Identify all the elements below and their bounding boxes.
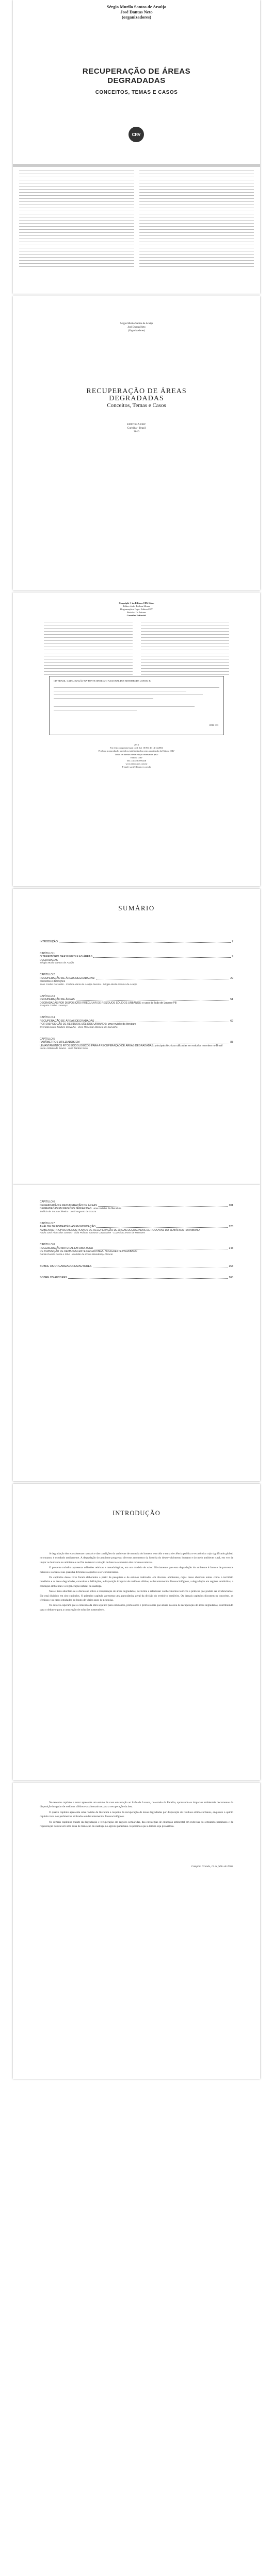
toc-entry-title: PARÂMETROS UTILIZADOS EM (40, 1041, 80, 1044)
toc-page-number: 7 (232, 940, 233, 943)
cover-title-line-1: RECUPERAÇÃO DE ÁREAS (82, 67, 191, 76)
introduction-body (40, 1552, 233, 1613)
title-page (13, 296, 260, 590)
toc-leader (98, 1206, 228, 1207)
toc-entry-title: ANÁLISE DE ESTRATÉGIAS EM EDUCAÇÃO (40, 1225, 95, 1228)
legal-line-2: Proibida a reprodução parcial ou total desta obra sem autorização da Editora CRV (98, 750, 175, 753)
title-page-organizers: (Organizadores) (128, 330, 145, 332)
toc-title: SUMÁRIO (118, 904, 155, 912)
toc-page-number: 165 (229, 1276, 233, 1279)
introduction-signoff: Campina Grande, 12 de julho de 2016. (191, 1865, 233, 1868)
title-page-title (13, 388, 260, 402)
toc-entry-continuation: LEVANTAMENTOS FITOSSOCIOLÓGICOS PARA A RECUPERAÇÃO DE ÁREAS DEGRADADAS: principais técnicas utilizadas em estudos recentes no Brasil (40, 1044, 223, 1047)
paragraph: Os capítulos desse livro foram elaborados a partir de pesquisas e de estudos realizados em diversos ambientes, cujos casos abordam temas como o território brasileiro e as áreas degradadas, conceitos e definições, a disposição irregular de resíduos sólidos, os levantamentos fitossociológicos, a degradação em regiões semiáridas, a educação ambiental e a regeneração natural da caatinga. (40, 1576, 233, 1588)
cover-authors (13, 4, 260, 20)
design-line: Diagramação e Capa: Editora CRV (120, 608, 153, 611)
title-page-title-line-2: DEGRADADAS (109, 395, 164, 402)
toc-entry[interactable] (40, 940, 233, 944)
paragraph: O presente trabalho apresenta reflexões teóricas e metodológicas, em um modelo de valor. Obviamente que essa degradação do ambiente é fruto e de processos naturais e sociais e nas quais há diferentes aspectos a ser considerados. (40, 1566, 233, 1574)
title-page-author-2: José Dantas Neto (127, 326, 146, 329)
introduction-body-continued (40, 1801, 233, 1829)
toc-chapter-label: CAPÍTULO 7 (40, 1222, 55, 1225)
toc-entry[interactable] (40, 1276, 233, 1280)
toc-entry[interactable] (40, 1265, 233, 1268)
paragraph: O quarto capítulo apresenta uma revisão da literatura a respeito da recuperação de áreas degradadas por disposição de resíduos sólidos urbanos, enquanto o quinto capítulo trata dos parâmetros utilizados em levantamentos fitossociológicos. (40, 1810, 233, 1819)
credits-board-left (44, 620, 133, 676)
toc-entry[interactable] (40, 952, 233, 965)
toc-entry[interactable] (40, 973, 233, 987)
credits-page (13, 592, 260, 886)
credits-legal-block (13, 743, 260, 769)
cover-page (13, 0, 260, 294)
toc-entry-authors: Everalda Maria Martins Carvalho · José Rosemar Marcelo de Carvalho (40, 1026, 118, 1029)
toc-leader (59, 942, 231, 943)
toc-page-number: 29 (230, 976, 233, 980)
toc-entry-authors: Tarlícia de Sousa Oliveira · José Augusto de Souza (40, 1210, 97, 1213)
toc-entry-continuation: DE TRANSIÇÃO DE REMANESCENTE DA CAATINGA, NO AGRESTE PARAIBANO (40, 1250, 137, 1253)
cover-subtitle: CONCEITOS, TEMAS E CASOS (95, 90, 178, 95)
toc-entry-authors: Joaquim Carlos Lourenço (40, 1005, 68, 1007)
paragraph: A degradação dos ecossistemas naturais e das condições do ambiente de moradia do homem tem sido o tema de ciência política e econômica cujo significado global, no entanto, é estudado tardiamente. A degradação do ambiente progresso diversos momentos da história do desenvolvimento humano e do meio ambiente rural, em vez de impor os humanos ao ambiente e ao fim de tentar a relação de busca e consumo dos recursos naturais. (40, 1552, 233, 1564)
toc-entry-authors: Lúcio Antônio de Sousa · José Dantas Neto (40, 1047, 88, 1050)
toc-entry-continuation: AMBIENTAL PROPOSTAS NOS PLANOS DE RECUPERAÇÃO DE ÁREAS DEGRADADAS DE RODOVIAS DO SEMIÁRIDO PARAIBANO (40, 1228, 200, 1232)
publisher-name: EDITORA CRV (127, 423, 146, 426)
cover-author-1: Sérgio Murilo Santos de Araújo (106, 4, 167, 9)
crv-logo: CRV (129, 127, 144, 142)
cover-author-2: José Dantas Neto (120, 9, 153, 14)
toc-entry[interactable] (40, 1222, 233, 1235)
cover-organizers-label: (organizadores) (122, 14, 151, 20)
toc-entry-continuation: DEGRADADAS POR DISPOSIÇÃO IRREGULAR DE RESÍDUOS SÓLIDOS URBANOS: o caso do lixão de Lucena-PB (40, 1001, 177, 1005)
editor-line: Editor-chefe: Railson Moura (123, 605, 150, 607)
paragraph: Os demais capítulos tratam da degradação e recuperação em regiões semiáridas, das estratégias de educação ambiental em rodovias do semiárido paraibano e da regeneração natural em uma zona de transição da caatinga no agreste paraibano. Esperamos que a leitura seja proveitosa. (40, 1820, 233, 1828)
introduction-page-continued (13, 1783, 260, 2079)
toc-entry-title: O TERRITÓRIO BRASILEIRO E AS ÁREAS (40, 955, 92, 958)
toc-entry-authors: Sérgio Murilo Santos de Araújo (40, 962, 74, 964)
toc-leader (76, 1000, 229, 1001)
toc-entry-authors: Paulo José Alves dos Santos · Lívia Poliana Santana Cavalcante · Luzenira Lemos de Menezes (40, 1232, 146, 1234)
cover-title (28, 67, 245, 86)
toc-entry[interactable] (40, 1038, 233, 1051)
publisher-city: Curitiba - Brasil (127, 427, 146, 430)
toc-page-number: 143 (229, 1246, 233, 1250)
toc-list-continued (40, 1200, 233, 1288)
paragraph: Os autores esperam que o conteúdo da obra seja útil para estudantes, professores e profissionais que atuam na área de recuperação de áreas degradadas, contribuindo para o debate e para a construção de soluções sustentáveis. (40, 1604, 233, 1612)
toc-entry-title: SOBRE OS ORGANIZADORES/AUTORES (40, 1264, 92, 1268)
toc-leader (93, 957, 231, 958)
toc-entry[interactable] (40, 1243, 233, 1257)
copyright-line: Copyright © da Editora CRV Ltda. (119, 602, 154, 604)
toc-chapter-label: CAPÍTULO 1 (40, 952, 55, 955)
board-column-left (19, 169, 134, 268)
legal-line-7: E-mail: sac@editoracrv.com.br (122, 766, 151, 769)
legal-line-3: Todos os direitos desta edição reservados pela: (115, 753, 158, 756)
toc-line (40, 1265, 233, 1268)
toc-entry-title: RECUPERAÇÃO DE ÁREAS DEGRADADAS: (40, 976, 95, 980)
toc-chapter-label: CAPÍTULO 5 (40, 1037, 55, 1041)
toc-entry-continuation: DEGRADADAS EM REGIÕES SEMIÁRIDAS: uma revisão da literatura (40, 1207, 122, 1210)
cip-title: CIP-BRASIL. CATALOGAÇÃO-NA-FONTE SINDICATO NACIONAL DOS EDITORES DE LIVROS, RJ (54, 680, 151, 682)
toc-page-number: 69 (230, 1019, 233, 1023)
toc-entry-authors: Jean Carlos Corradini · Carlota Maria de Araújo Pereira · Sérgio Murilo Santos de Araújo (40, 983, 137, 986)
toc-chapter-label: CAPÍTULO 8 (40, 1243, 55, 1246)
toc-entry[interactable] (40, 995, 233, 1008)
toc-entry-title: DEGRADAÇÃO E RECUPERAÇÃO DE ÁREAS (40, 1204, 97, 1207)
paragraph: Nesse livro abordam-se a discussão sobre a recuperação de áreas degradadas, de forma a relacionar conhecimentos teóricos e práticos que podem ser evidenciados. Ele está dividido em oito capítulos. O primeiro capítulo apresenta uma panorâmica geral da divisão do território brasileiro. Os demais capítulos discutem os conceitos, as técnicas e os casos estudados ao longo de vários anos de pesquisa. (40, 1590, 233, 1602)
toc-entry[interactable] (40, 1016, 233, 1029)
title-page-authors (13, 322, 260, 333)
board-title: Conselho Editorial: (126, 614, 147, 617)
toc-list (40, 940, 233, 1059)
toc-page-number: 101 (229, 1204, 233, 1207)
toc-entry-continuation: conceitos e definições (40, 980, 66, 983)
toc-chapter-label: CAPÍTULO 4 (40, 1016, 55, 1019)
toc-leader (97, 1227, 228, 1228)
title-page-subtitle: Conceitos, Temas e Casos (107, 402, 166, 409)
toc-entry[interactable] (40, 1200, 233, 1214)
introduction-title: INTRODUÇÃO (113, 1510, 160, 1517)
credits-board-right (141, 620, 230, 676)
toc-entry-continuation: POR DISPOSIÇÃO DE RESÍDUOS SÓLIDOS URBANOS: uma revisão da literatura (40, 1023, 136, 1026)
title-page-author-1: Sérgio Murilo Santos de Araújo (120, 323, 153, 325)
toc-chapter-label: CAPÍTULO 2 (40, 973, 55, 976)
publication-year: 2016 (134, 430, 139, 433)
toc-page-number: 163 (229, 1264, 233, 1268)
toc-entry-title: SOBRE OS AUTORES (40, 1276, 68, 1279)
toc-page-number: 51 (230, 998, 233, 1001)
toc-entry-title: REGENERAÇÃO NATURAL EM UMA ZONA (40, 1246, 93, 1250)
toc-page-number: 9 (232, 955, 233, 958)
toc-page (13, 889, 260, 1185)
paragraph: No terceiro capítulo o autor apresenta um estudo de caso em relação ao lixão de Lucena, no estado da Paraíba, apontando os impactos ambientais decorrentes da disposição irregular de resíduos sólidos e as alternativas para a recuperação da área. (40, 1801, 233, 1809)
toc-leader (68, 1278, 228, 1279)
title-page-publisher-block (13, 423, 260, 434)
toc-page-number: 123 (229, 1225, 233, 1228)
cip-catalog-box (49, 676, 224, 735)
title-page-title-line-1: RECUPERAÇÃO DE ÁREAS (86, 387, 187, 395)
toc-entry-authors: Danilo Duarte Costa e Silva · Isabelle de Costa Wanderley Alencar (40, 1253, 113, 1256)
legal-line-1: Foi feito o depósito legal conf. Lei 10.994 de 14/12/2004 (110, 747, 163, 750)
credits-year: 2016 (134, 743, 139, 746)
cdd-code: CDD: 333 (209, 724, 218, 726)
toc-chapter-label: CAPÍTULO 6 (40, 1200, 55, 1204)
toc-entry-title: RECUPERAÇÃO DE ÁREAS DEGRADADAS (40, 1019, 94, 1023)
toc-page-number: 83 (230, 1041, 233, 1044)
credits-header (13, 602, 260, 617)
toc-entry-title: RECUPERAÇÃO DE ÁREAS (40, 998, 75, 1001)
legal-line-5: Tel.: (41) 3039-6418 (126, 759, 147, 762)
editorial-board-list (19, 169, 254, 268)
toc-page-continued (13, 1185, 260, 1481)
revision-line: Revisão: Os Autores (127, 611, 146, 614)
credits-board-columns (44, 620, 229, 676)
board-column-right (139, 169, 254, 268)
toc-chapter-label: CAPÍTULO 3 (40, 994, 55, 998)
cover-title-line-2: DEGRADADAS (107, 76, 166, 85)
legal-line-4: Editora CRV (130, 756, 143, 759)
toc-line (40, 940, 233, 944)
legal-line-6: www.editoracrv.com.br (125, 762, 148, 766)
toc-entry-title: INTRODUÇÃO (40, 940, 58, 943)
toc-line (40, 1276, 233, 1280)
toc-entry-continuation: DEGRADADAS (40, 958, 58, 962)
board-header-bar (13, 164, 260, 167)
introduction-page (13, 1484, 260, 1780)
